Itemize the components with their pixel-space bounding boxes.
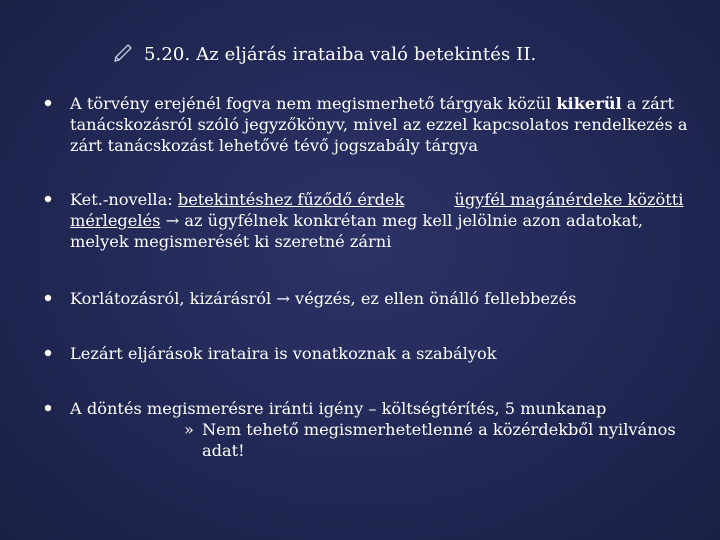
arrow-icon: → [165, 211, 180, 230]
slide-title: 5.20. Az eljárás irataiba való betekintés II. [144, 43, 537, 65]
bullet-5-text: A döntés megismerésre iránti igény – költségtérítés, 5 munkanap [70, 399, 607, 418]
bullet-item-3 [40, 288, 700, 309]
bullet-dot-icon [43, 403, 53, 413]
bullet-item-2 [40, 189, 700, 252]
bullet-dot-icon [43, 348, 53, 358]
bullet-item-5 [40, 398, 700, 419]
bullet-3-text-b: végzés, ez ellen önálló fellebbezés [289, 289, 577, 308]
bullet-list [40, 93, 700, 460]
arrow-icon: → [276, 289, 290, 308]
bullet-dot-icon [43, 194, 53, 204]
bullet-2-underline-2: ügyfél magánérdeke közötti mérlegelés [70, 190, 684, 230]
bullet-4-text: Lezárt eljárások irataira is vonatkoznak a szabályok [70, 344, 497, 363]
bullet-item-1 [40, 93, 700, 156]
sub-bullet-marker: » [184, 420, 194, 439]
bullet-3-text-a: Korlátozásról, kizárásról [70, 289, 277, 308]
bullet-dot-icon [43, 98, 53, 108]
bullet-2-prefix: Ket.-novella: [70, 190, 178, 209]
pencil-icon [112, 43, 136, 65]
bullet-dot-icon [43, 293, 53, 303]
bullet-1-text-c: a zárt tanácskozásról szóló jegyzőkönyv, mivel az ezzel kapcsolatos rendelkezés a zárt tanácskozást lehetővé tévő jogszabály tárgya [70, 94, 688, 155]
bullet-2-underline-1: betekintéshez fűződő érdek [177, 190, 405, 209]
sub-bullet-text: Nem tehető megismerhetetlenné a közérdekből nyilvános adat! [202, 420, 676, 460]
bullet-1-bold: kikerül [556, 94, 622, 113]
bullet-1-text-a: A törvény erejénél fogva nem megismerhető tárgyak közül [70, 94, 557, 113]
bullet-2-suffix: az ügyfélnek konkrétan meg kell jelölnie azon adatokat, melyek megismerését ki szeretné zárni [70, 211, 643, 251]
sub-bullet [40, 419, 700, 461]
bullet-item-4 [40, 343, 700, 364]
title-row [112, 41, 536, 67]
